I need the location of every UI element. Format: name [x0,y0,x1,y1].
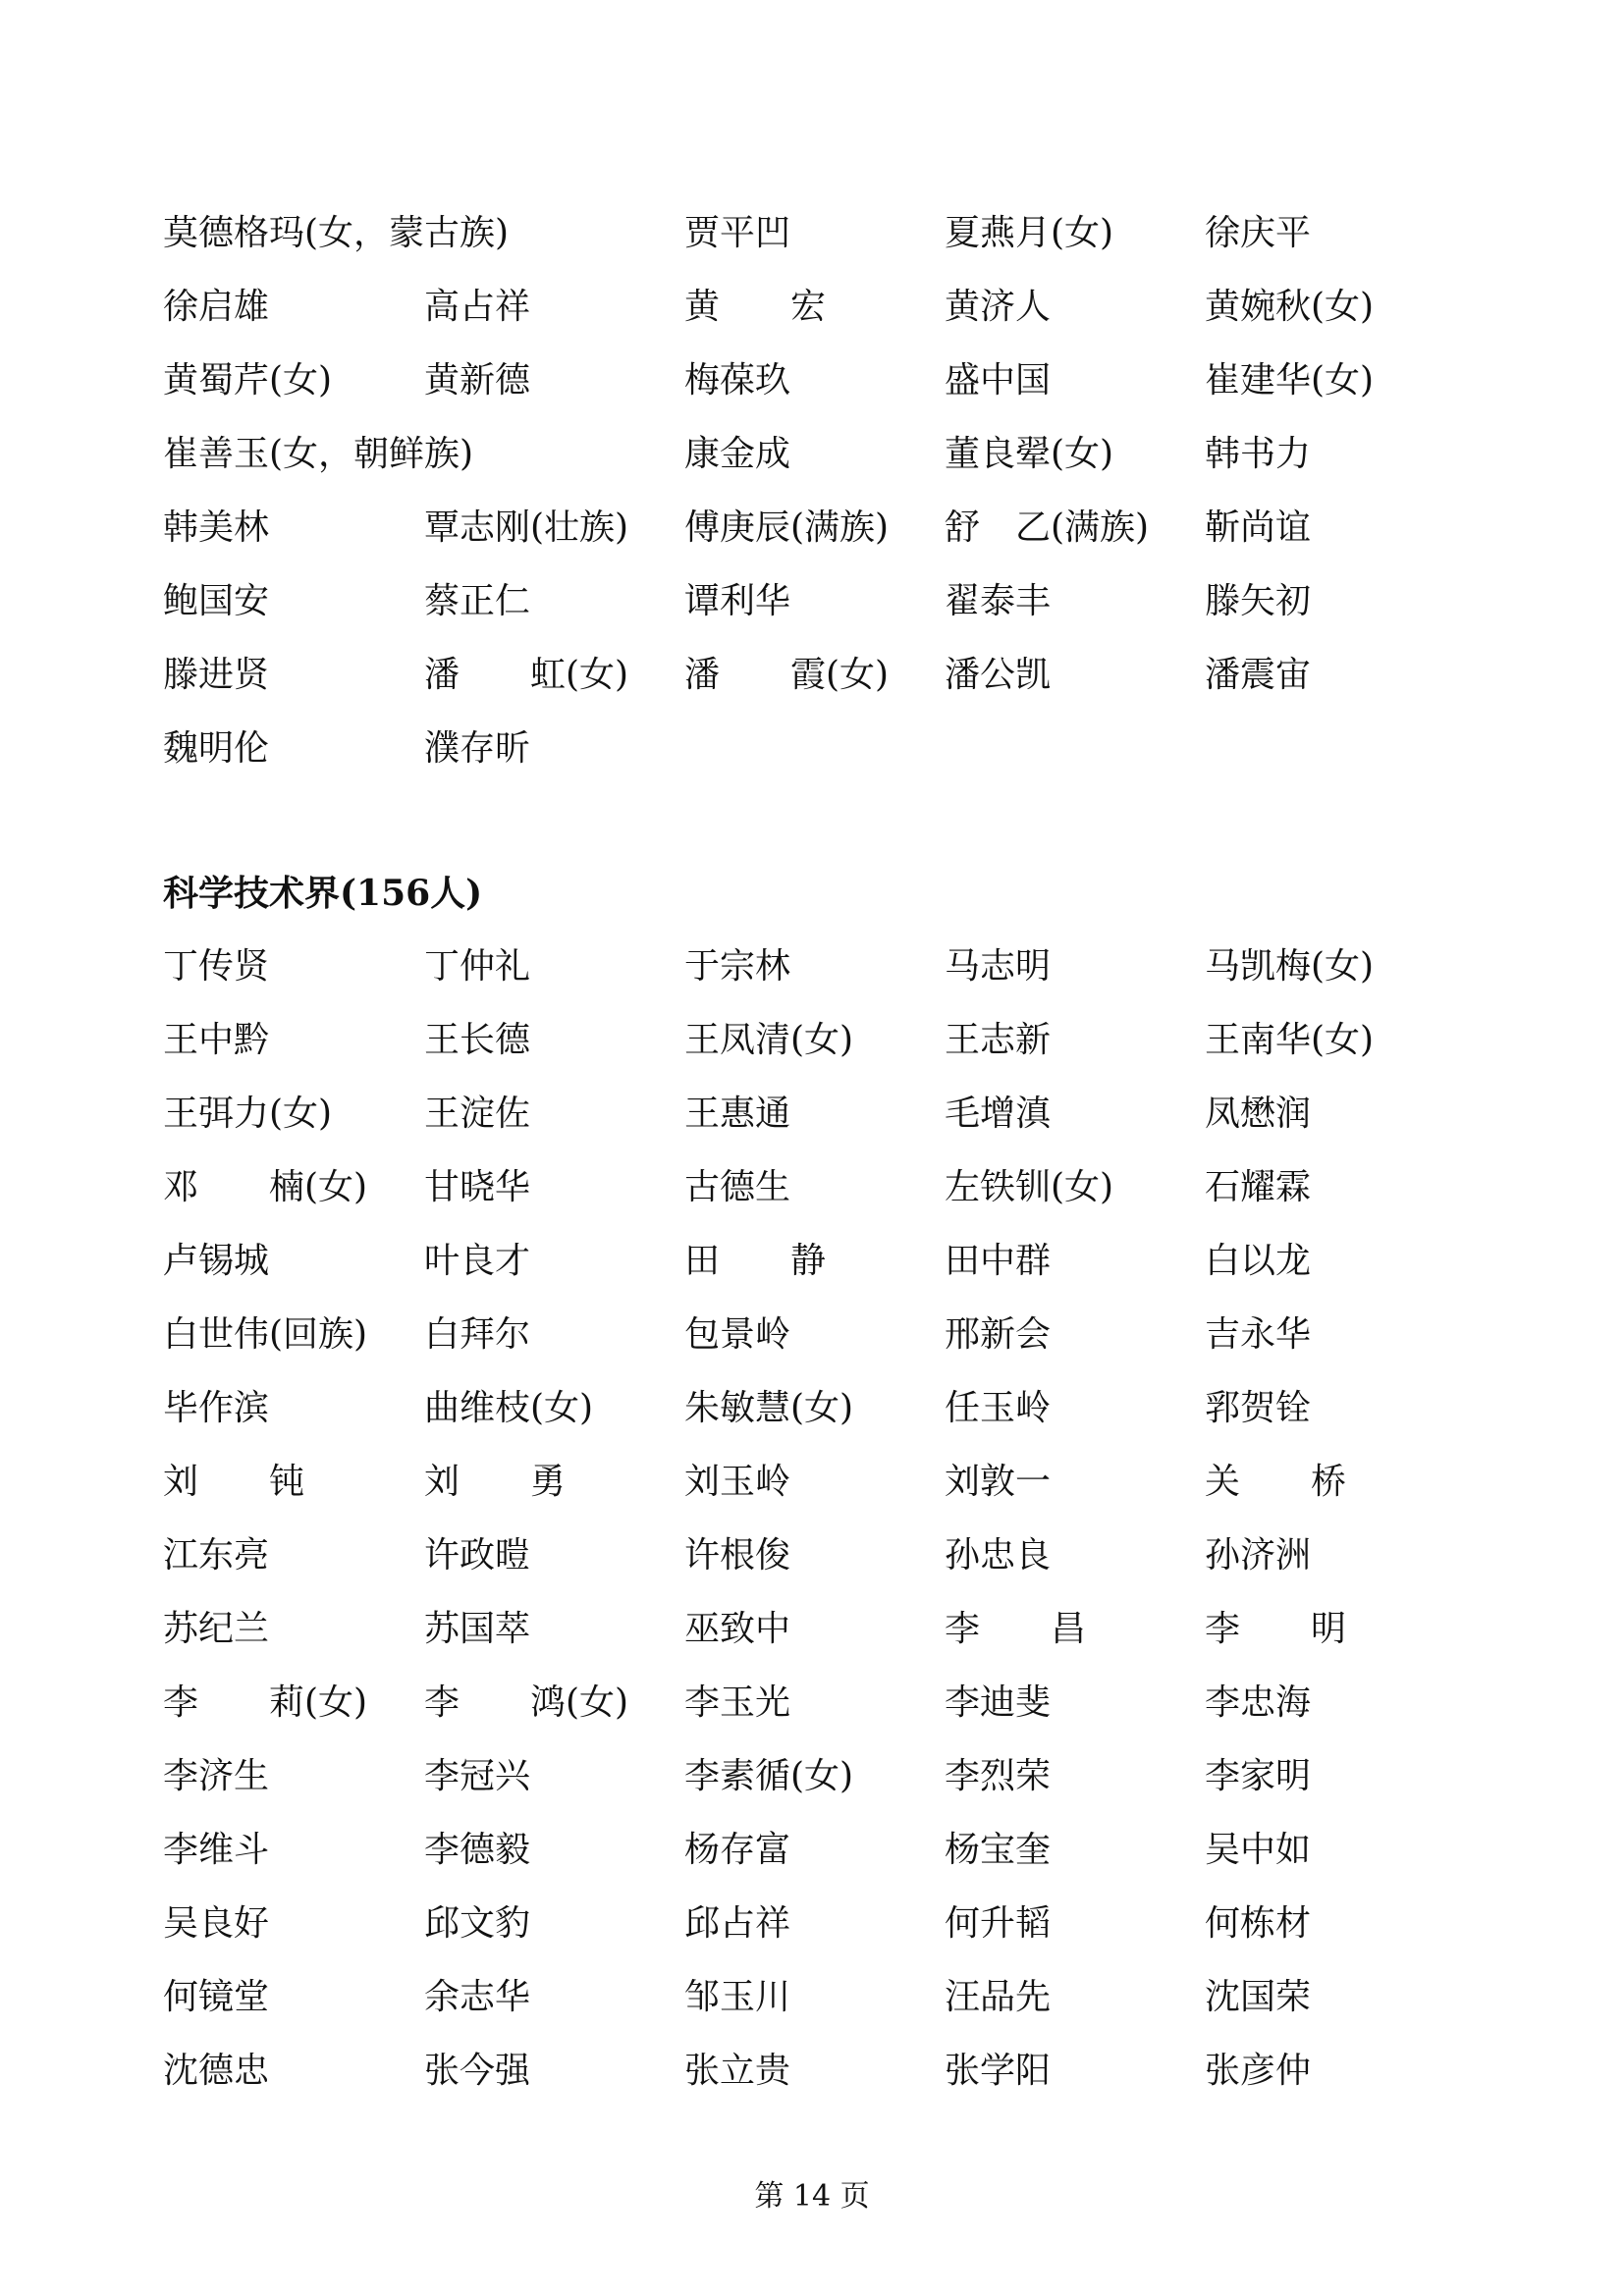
name-entry: 邓 楠(女) [163,1167,368,1207]
name-entry: 苏纪兰 [163,1609,270,1649]
name-entry: 潘震宙 [1205,655,1312,695]
name-entry: 覃志刚(壮族) [424,507,629,548]
name-entry: 刘 勇 [424,1462,567,1502]
name-entry: 曲维枝(女) [424,1388,594,1428]
name-entry: 徐启雄 [163,287,270,327]
name-entry: 黄婉秋(女) [1205,287,1375,327]
name-entry: 许政暟 [424,1535,531,1575]
name-entry: 左铁钏(女) [945,1167,1114,1207]
name-entry: 韩书力 [1205,434,1312,474]
name-entry: 孙济洲 [1205,1535,1312,1575]
name-entry: 许根俊 [684,1535,791,1575]
name-entry: 李烈荣 [945,1756,1052,1796]
name-entry: 巫致中 [684,1609,791,1649]
name-entry: 潘 虹(女) [424,655,629,695]
name-entry: 盛中国 [945,360,1052,400]
name-entry: 邹玉川 [684,1977,791,2017]
name-entry: 潘 霞(女) [684,655,890,695]
name-entry: 李素循(女) [684,1756,854,1796]
name-entry: 吉永华 [1205,1314,1312,1355]
name-entry: 莫德格玛(女，蒙古族) [163,213,510,253]
name-entry: 苏国萃 [424,1609,531,1649]
name-entry: 马志明 [945,946,1052,987]
name-entry: 汪品先 [945,1977,1052,2017]
name-entry: 叶良才 [424,1241,531,1281]
name-entry: 郛贺铨 [1205,1388,1312,1428]
name-entry: 甘晓华 [424,1167,531,1207]
name-entry: 梅葆玖 [684,360,791,400]
name-entry: 田 静 [684,1241,827,1281]
name-entry: 吴中如 [1205,1830,1312,1870]
name-entry: 何镜堂 [163,1977,270,2017]
name-entry: 沈德忠 [163,2051,270,2091]
name-entry: 丁仲礼 [424,946,531,987]
name-entry: 白拜尔 [424,1314,531,1355]
name-entry: 王长德 [424,1020,531,1060]
name-entry: 李德毅 [424,1830,531,1870]
name-entry: 余志华 [424,1977,531,2017]
name-entry: 李维斗 [163,1830,270,1870]
name-entry: 关 桥 [1205,1462,1347,1502]
name-entry: 黄蜀芹(女) [163,360,333,400]
name-entry: 潘公凯 [945,655,1052,695]
name-entry: 马凯梅(女) [1205,946,1375,987]
name-entry: 张立贵 [684,2051,791,2091]
name-entry: 靳尚谊 [1205,507,1312,548]
name-entry: 孙忠良 [945,1535,1052,1575]
name-entry: 张学阳 [945,2051,1052,2091]
name-entry: 夏燕月(女) [945,213,1114,253]
name-entry: 田中群 [945,1241,1052,1281]
name-entry: 黄 宏 [684,287,827,327]
name-entry: 魏明伦 [163,728,270,769]
name-entry: 王惠通 [684,1094,791,1134]
name-entry: 石耀霖 [1205,1167,1312,1207]
name-entry: 刘 钝 [163,1462,305,1502]
name-entry: 沈国荣 [1205,1977,1312,2017]
name-entry: 谭利华 [684,581,791,621]
name-entry: 李济生 [163,1756,270,1796]
name-entry: 康金成 [684,434,791,474]
name-entry: 卢锡城 [163,1241,270,1281]
page-number: 第 14 页 [754,2179,870,2214]
name-entry: 毛增滇 [945,1094,1052,1134]
name-entry: 滕矢初 [1205,581,1312,621]
name-entry: 王淀佐 [424,1094,531,1134]
name-entry: 刘敦一 [945,1462,1052,1502]
name-entry: 白世伟(回族) [163,1314,368,1355]
name-entry: 崔善玉(女，朝鲜族) [163,434,474,474]
name-entry: 于宗林 [684,946,791,987]
name-entry: 李 鸿(女) [424,1682,629,1723]
name-entry: 杨宝奎 [945,1830,1052,1870]
name-entry: 李冠兴 [424,1756,531,1796]
name-entry: 王弭力(女) [163,1094,333,1134]
section-heading: 科学技术界(156人) [163,873,483,914]
name-entry: 高占祥 [424,287,531,327]
name-entry: 李 昌 [945,1609,1087,1649]
name-entry: 徐庆平 [1205,213,1312,253]
name-entry: 韩美林 [163,507,270,548]
name-entry: 毕作滨 [163,1388,270,1428]
name-entry: 江东亮 [163,1535,270,1575]
name-entry: 李 莉(女) [163,1682,368,1723]
name-entry: 凤懋润 [1205,1094,1312,1134]
name-entry: 李迪斐 [945,1682,1052,1723]
name-entry: 崔建华(女) [1205,360,1375,400]
name-entry: 任玉岭 [945,1388,1052,1428]
name-entry: 包景岭 [684,1314,791,1355]
name-entry: 何升韬 [945,1903,1052,1944]
name-entry: 吴良好 [163,1903,270,1944]
name-entry: 李 明 [1205,1609,1347,1649]
name-entry: 黄新德 [424,360,531,400]
name-entry: 翟泰丰 [945,581,1052,621]
name-entry: 丁传贤 [163,946,270,987]
name-entry: 李玉光 [684,1682,791,1723]
name-entry: 邱占祥 [684,1903,791,1944]
name-entry: 濮存昕 [424,728,531,769]
name-entry: 白以龙 [1205,1241,1312,1281]
name-entry: 贾平凹 [684,213,791,253]
name-entry: 杨存富 [684,1830,791,1870]
name-entry: 王凤清(女) [684,1020,854,1060]
name-entry: 李忠海 [1205,1682,1312,1723]
name-entry: 邱文豹 [424,1903,531,1944]
name-entry: 傅庚辰(满族) [684,507,890,548]
name-entry: 张彦仲 [1205,2051,1312,2091]
name-entry: 何栋材 [1205,1903,1312,1944]
name-entry: 李家明 [1205,1756,1312,1796]
name-entry: 蔡正仁 [424,581,531,621]
name-entry: 王中黔 [163,1020,270,1060]
name-entry: 古德生 [684,1167,791,1207]
name-entry: 滕进贤 [163,655,270,695]
name-entry: 刘玉岭 [684,1462,791,1502]
name-entry: 张今强 [424,2051,531,2091]
name-entry: 王南华(女) [1205,1020,1375,1060]
name-entry: 王志新 [945,1020,1052,1060]
name-entry: 鲍国安 [163,581,270,621]
name-entry: 邢新会 [945,1314,1052,1355]
name-entry: 黄济人 [945,287,1052,327]
name-entry: 朱敏慧(女) [684,1388,854,1428]
name-entry: 舒 乙(满族) [945,507,1150,548]
name-entry: 董良翚(女) [945,434,1114,474]
